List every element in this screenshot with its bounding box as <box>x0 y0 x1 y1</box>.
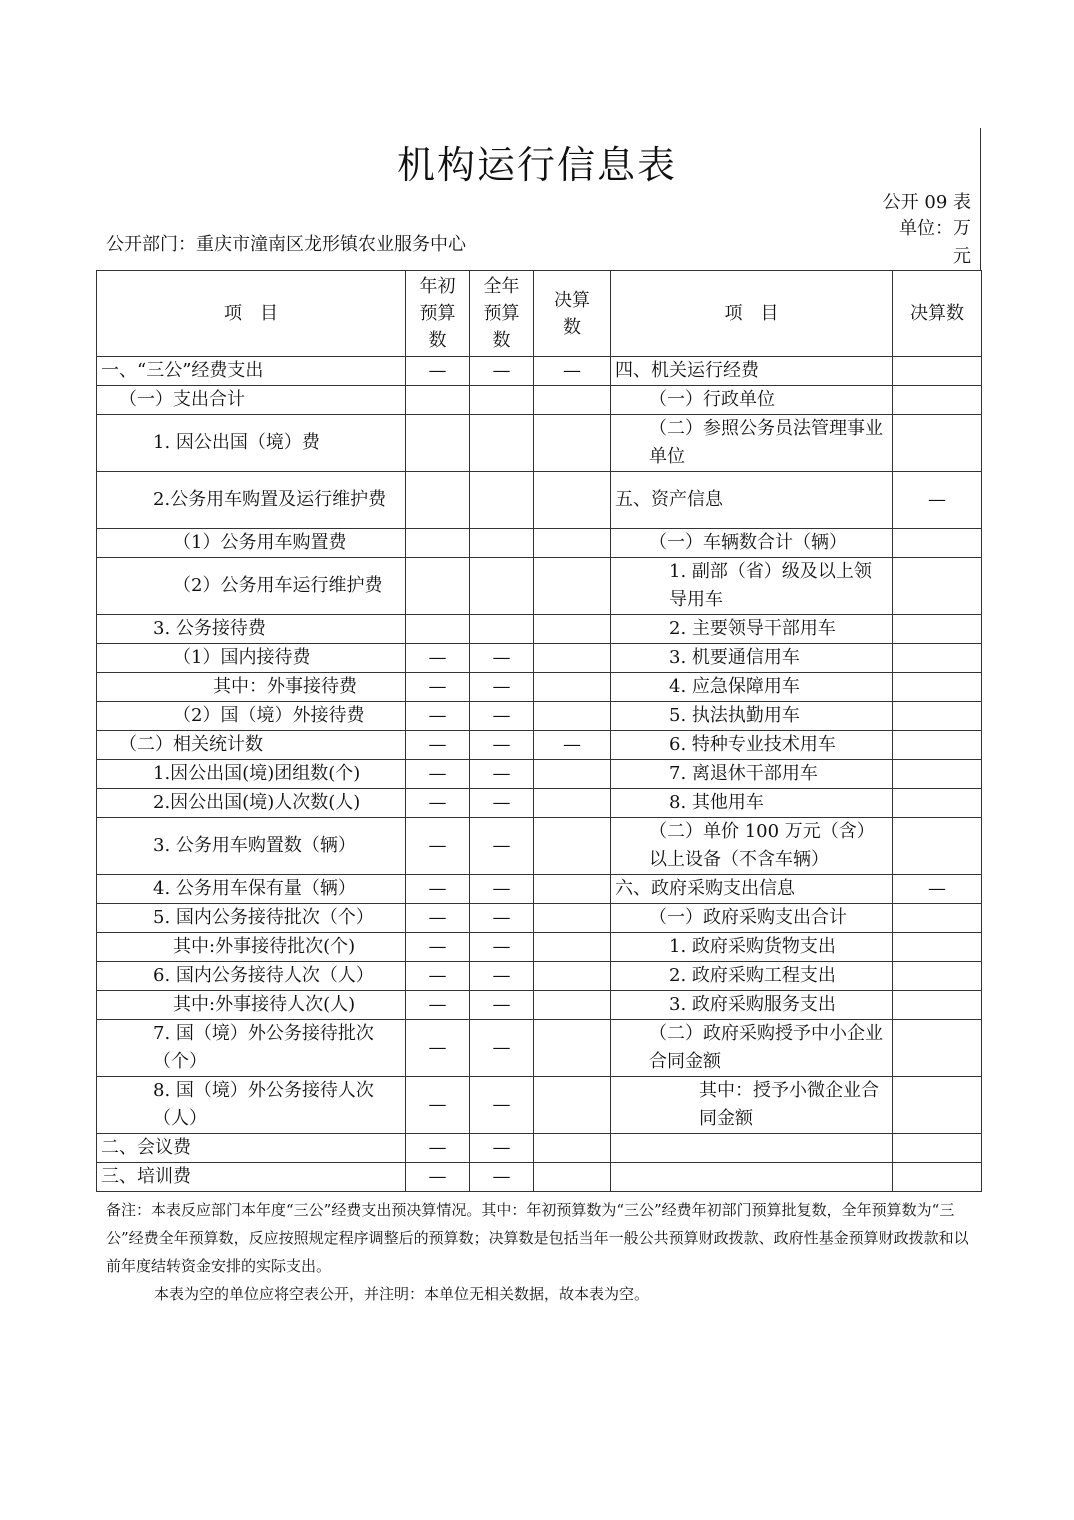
row-item-right: 六、政府采购支出信息 <box>611 875 893 904</box>
row-annual-budget: — <box>470 991 534 1020</box>
row-annual-budget: — <box>470 1077 534 1134</box>
row-final <box>534 1163 611 1192</box>
row-final-right <box>893 991 982 1020</box>
row-item-right: （二）参照公务员法管理事业单位 <box>611 415 893 472</box>
row-final: — <box>534 357 611 386</box>
table-row <box>97 760 982 789</box>
row-initial-budget: — <box>406 818 470 875</box>
row-final <box>534 789 611 818</box>
row-final-right <box>893 558 982 615</box>
row-final <box>534 529 611 558</box>
row-annual-budget: — <box>470 673 534 702</box>
row-item: （2）国（境）外接待费 <box>97 702 406 731</box>
row-item: 二、会议费 <box>97 1134 406 1163</box>
table-row <box>97 991 982 1020</box>
row-final <box>534 904 611 933</box>
row-final <box>534 615 611 644</box>
row-annual-budget: — <box>470 731 534 760</box>
row-item: 8. 国（境）外公务接待人次（人） <box>97 1077 406 1134</box>
row-final-right <box>893 1020 982 1077</box>
row-final-right <box>893 529 982 558</box>
row-item: 一、“三公”经费支出 <box>97 357 406 386</box>
row-item: 3. 公务接待费 <box>97 615 406 644</box>
unit-label <box>899 215 971 271</box>
row-item-right: 1. 副部（省）级及以上领导用车 <box>611 558 893 615</box>
row-initial-budget: — <box>406 702 470 731</box>
row-item: 6. 国内公务接待人次（人） <box>97 962 406 991</box>
note-line-2: 本表为空的单位应将空表公开，并注明：本单位无相关数据，故本表为空。 <box>154 1285 650 1303</box>
table-row <box>97 789 982 818</box>
row-item-right: 5. 执法执勤用车 <box>611 702 893 731</box>
row-initial-budget: — <box>406 1134 470 1163</box>
row-item: （一）支出合计 <box>97 386 406 415</box>
row-initial-budget: — <box>406 933 470 962</box>
row-item-right: 2. 政府采购工程支出 <box>611 962 893 991</box>
row-item-right: 4. 应急保障用车 <box>611 673 893 702</box>
row-item-right: 四、机关运行经费 <box>611 357 893 386</box>
row-item-right: 其中：授予小微企业合同金额 <box>611 1077 893 1134</box>
row-final-right <box>893 357 982 386</box>
row-final-right: — <box>893 875 982 904</box>
row-final-right: — <box>893 472 982 529</box>
row-item: 其中:外事接待人次(人) <box>97 991 406 1020</box>
row-annual-budget: — <box>470 789 534 818</box>
row-item: （1）公务用车购置费 <box>97 529 406 558</box>
header-initial-budget: 年初预算数 <box>406 271 470 357</box>
info-table <box>96 270 982 1192</box>
table-row <box>97 386 982 415</box>
table-row <box>97 415 982 472</box>
row-item: 其中:外事接待批次(个) <box>97 933 406 962</box>
header-final: 决算数 <box>534 271 611 357</box>
table-row <box>97 644 982 673</box>
row-item-right: 2. 主要领导干部用车 <box>611 615 893 644</box>
row-item-right: 7. 离退休干部用车 <box>611 760 893 789</box>
row-annual-budget <box>470 615 534 644</box>
row-item-right: （一）政府采购支出合计 <box>611 904 893 933</box>
row-annual-budget <box>470 386 534 415</box>
row-initial-budget: — <box>406 1163 470 1192</box>
row-initial-budget <box>406 558 470 615</box>
row-initial-budget: — <box>406 991 470 1020</box>
row-final <box>534 415 611 472</box>
form-number: 公开 09 表 <box>882 192 971 213</box>
row-item: （二）相关统计数 <box>97 731 406 760</box>
table-row <box>97 615 982 644</box>
header-item: 项 目 <box>97 271 406 357</box>
row-final <box>534 673 611 702</box>
row-item: 三、培训费 <box>97 1163 406 1192</box>
page-title: 机构运行信息表 <box>396 143 677 187</box>
table-row <box>97 702 982 731</box>
row-item-right: 五、资产信息 <box>611 472 893 529</box>
row-final-right <box>893 702 982 731</box>
row-initial-budget <box>406 386 470 415</box>
row-final <box>534 386 611 415</box>
row-final <box>534 760 611 789</box>
row-initial-budget: — <box>406 1077 470 1134</box>
row-annual-budget: — <box>470 760 534 789</box>
table-row <box>97 1020 982 1077</box>
table-row <box>97 472 982 529</box>
row-final-right <box>893 904 982 933</box>
row-final <box>534 644 611 673</box>
row-initial-budget <box>406 472 470 529</box>
row-item: 5. 国内公务接待批次（个） <box>97 904 406 933</box>
row-final-right <box>893 731 982 760</box>
row-final-right <box>893 386 982 415</box>
row-item-right: （一）车辆数合计（辆） <box>611 529 893 558</box>
row-annual-budget: — <box>470 357 534 386</box>
note-line-1: 备注：本表反应部门本年度“三公”经费支出预决算情况。其中：年初预算数为“三公”经费年初部门预算批复数，全年预算数为“三公”经费全年预算数，反应按照规定程序调整后的预算数；决算数是包括当年一般公共预算财政拨款、政府性基金预算财政拨款和以前年度结转资金安排的实际支出。 <box>106 1201 969 1275</box>
row-item-right: （二）政府采购授予中小企业合同金额 <box>611 1020 893 1077</box>
row-initial-budget: — <box>406 1020 470 1077</box>
row-initial-budget: — <box>406 789 470 818</box>
row-initial-budget <box>406 615 470 644</box>
row-final <box>534 933 611 962</box>
row-annual-budget: — <box>470 818 534 875</box>
table-row <box>97 904 982 933</box>
row-final-right <box>893 818 982 875</box>
row-item-right: （二）单价 100 万元（含）以上设备（不含车辆） <box>611 818 893 875</box>
row-annual-budget <box>470 529 534 558</box>
row-final-right <box>893 415 982 472</box>
row-initial-budget: — <box>406 357 470 386</box>
row-item-right: 1. 政府采购货物支出 <box>611 933 893 962</box>
row-final-right <box>893 962 982 991</box>
row-annual-budget: — <box>470 904 534 933</box>
table-row <box>97 731 982 760</box>
table-row <box>97 875 982 904</box>
row-annual-budget: — <box>470 1134 534 1163</box>
row-annual-budget: — <box>470 933 534 962</box>
table-row <box>97 357 982 386</box>
table-row <box>97 1077 982 1134</box>
row-final <box>534 702 611 731</box>
row-item-right: 3. 机要通信用车 <box>611 644 893 673</box>
row-initial-budget: — <box>406 904 470 933</box>
row-final <box>534 558 611 615</box>
row-annual-budget: — <box>470 1020 534 1077</box>
row-item-right <box>611 1134 893 1163</box>
row-initial-budget <box>406 529 470 558</box>
header-final-right: 决算数 <box>893 271 982 357</box>
row-annual-budget: — <box>470 702 534 731</box>
table-row <box>97 933 982 962</box>
table-row <box>97 673 982 702</box>
row-final <box>534 818 611 875</box>
row-final-right <box>893 1134 982 1163</box>
table-row <box>97 962 982 991</box>
notes <box>106 1196 972 1308</box>
row-item: （1）国内接待费 <box>97 644 406 673</box>
unit-label-line2: 元 <box>953 246 971 267</box>
row-annual-budget: — <box>470 1163 534 1192</box>
row-annual-budget <box>470 415 534 472</box>
row-item-right: 8. 其他用车 <box>611 789 893 818</box>
row-item: 2.公务用车购置及运行维护费 <box>97 472 406 529</box>
row-final-right <box>893 644 982 673</box>
row-item: 其中：外事接待费 <box>97 673 406 702</box>
row-final-right <box>893 615 982 644</box>
header-annual-budget: 全年预算数 <box>470 271 534 357</box>
row-final <box>534 1077 611 1134</box>
row-final <box>534 875 611 904</box>
row-initial-budget: — <box>406 760 470 789</box>
row-initial-budget: — <box>406 875 470 904</box>
table-row <box>97 818 982 875</box>
row-item: 1. 因公出国（境）费 <box>97 415 406 472</box>
row-final <box>534 472 611 529</box>
row-initial-budget: — <box>406 673 470 702</box>
row-annual-budget <box>470 472 534 529</box>
row-final-right <box>893 933 982 962</box>
row-initial-budget <box>406 415 470 472</box>
table-row <box>97 558 982 615</box>
row-item: 4. 公务用车保有量（辆） <box>97 875 406 904</box>
row-initial-budget: — <box>406 962 470 991</box>
row-annual-budget: — <box>470 644 534 673</box>
row-final-right <box>893 673 982 702</box>
row-final-right <box>893 1077 982 1134</box>
department-label: 公开部门：重庆市潼南区龙形镇农业服务中心 <box>106 234 466 255</box>
row-item: 7. 国（境）外公务接待批次（个） <box>97 1020 406 1077</box>
row-final <box>534 962 611 991</box>
row-initial-budget: — <box>406 644 470 673</box>
row-final-right <box>893 789 982 818</box>
table-row <box>97 1163 982 1192</box>
row-item: 1.因公出国(境)团组数(个) <box>97 760 406 789</box>
row-final: — <box>534 731 611 760</box>
row-item-right: 3. 政府采购服务支出 <box>611 991 893 1020</box>
row-final <box>534 991 611 1020</box>
row-item-right: （一）行政单位 <box>611 386 893 415</box>
row-initial-budget: — <box>406 731 470 760</box>
table-header-row <box>97 271 982 357</box>
table-row <box>97 1134 982 1163</box>
row-annual-budget <box>470 558 534 615</box>
row-item-right: 6. 特种专业技术用车 <box>611 731 893 760</box>
table-row <box>97 529 982 558</box>
row-annual-budget: — <box>470 962 534 991</box>
row-item: 3. 公务用车购置数（辆） <box>97 818 406 875</box>
row-final <box>534 1134 611 1163</box>
row-final <box>534 1020 611 1077</box>
row-final-right <box>893 1163 982 1192</box>
row-final-right <box>893 760 982 789</box>
unit-label-line1: 单位：万 <box>899 218 971 239</box>
row-item: （2）公务用车运行维护费 <box>97 558 406 615</box>
row-item: 2.因公出国(境)人次数(人) <box>97 789 406 818</box>
header-item-right: 项 目 <box>611 271 893 357</box>
row-item-right <box>611 1163 893 1192</box>
row-annual-budget: — <box>470 875 534 904</box>
